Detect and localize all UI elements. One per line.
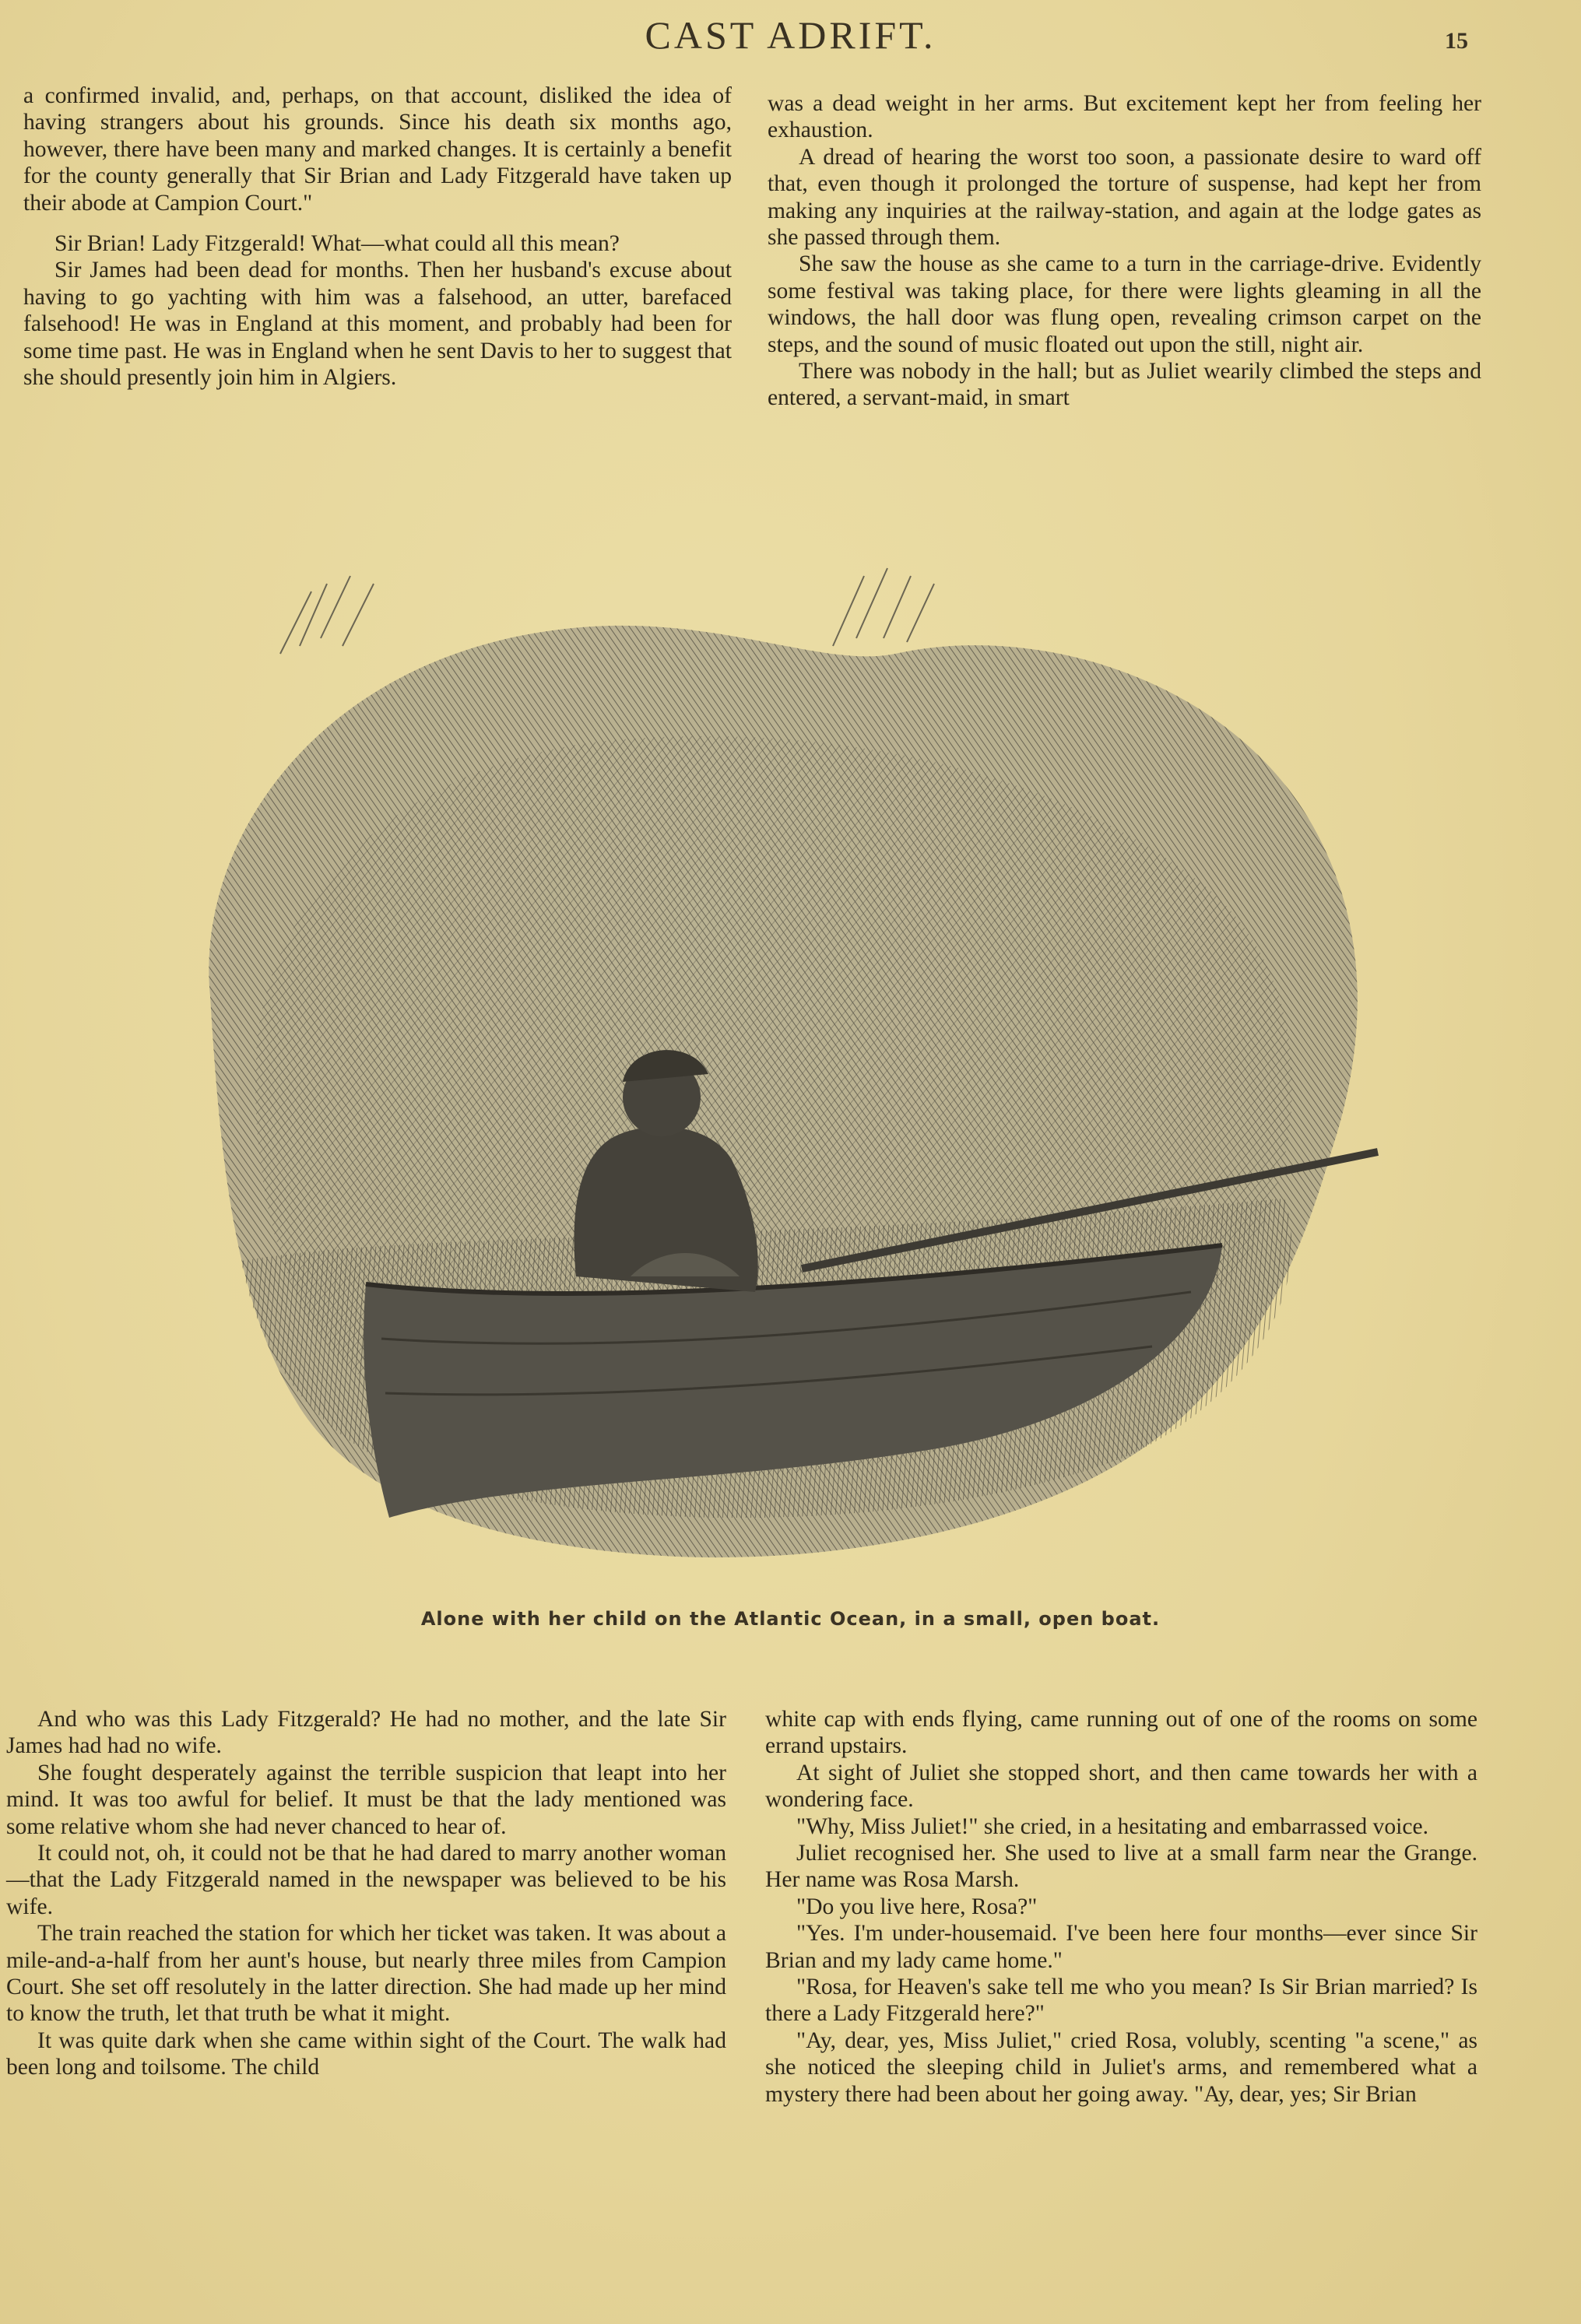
illustration-caption: Alone with her child on the Atlantic Ocean, in a small, open boat. [420,1608,1161,1630]
paragraph: A dread of hearing the worst too soon, a passionate desire to ward off that, even though it prolonged the torture of suspense, had kept her from making any inquiries at the railway-station, and again at the lodge gates as she passed through them. [768,144,1481,251]
boat-engraving-drawing [117,560,1409,1596]
paragraph: "Rosa, for Heaven's sake tell me who you mean? Is Sir Brian married? Is there a Lady Fitzgerald here?" [765,1975,1477,2027]
paragraph: Sir Brian! Lady Fitzgerald! What—what could all this mean? [54,231,620,257]
bottom-right-column [765,1706,1477,2108]
paragraph: There was nobody in the hall; but as Juliet wearily climbed the steps and entered, a servant-maid, in smart [768,359,1481,411]
paragraph: The train reached the station for which her ticket was taken. It was about a mile-and-a-half from her aunt's house, but nearly three miles from Campion Court. She set off resolutely in the latter direction. She had made up her mind to know the truth, let that truth be what it might. [6,1921,726,2027]
running-title: CAST ADRIFT. [645,13,936,57]
paragraph: Sir James had been dead for months. Then her husband's excuse about having to go yachting with him was a falsehood, an utter, barefaced falsehood! He was in England at this moment, and probably had been for some time past. He was in England when he sent Davis to her to suggest that she should presently join him in Algiers. [23,258,732,391]
paragraph: She saw the house as she came to a turn in the carriage-drive. Evidently some festival was taking place, for there were lights gleaming in all the windows, the hall door was flung open, revealing crimson carpet on the steps, and the sound of music floated out upon the still, night air. [768,251,1481,357]
top-left-column [23,82,732,391]
paragraph: "Yes. I'm under-housemaid. I've been here four months—ever since Sir Brian and my lady came home." [765,1921,1477,1973]
paragraph: a confirmed invalid, and, perhaps, on that account, disliked the idea of having strangers about his grounds. Since his death six months ago, however, there have been many and marked changes. It is certainly a benefit for the county generally that Sir Brian and Lady Fitzgerald have taken up their abode at Campion Court." [23,83,732,216]
paragraph: "Do you live here, Rosa?" [796,1894,1038,1919]
paragraph: was a dead weight in her arms. But excitement kept her from feeling her exhaustion. [768,91,1481,143]
paragraph: "Ay, dear, yes, Miss Juliet," cried Rosa, volubly, scenting "a scene," as she noticed the sleeping child in Juliet's arms, and remembered what a mystery there had been about her going away. "Ay, dear, yes; Sir Brian [765,2027,1477,2107]
paragraph: It was quite dark when she came within sight of the Court. The walk had been long and toilsome. The child [6,2027,726,2080]
paragraph: Juliet recognised her. She used to live at a small farm near the Grange. Her name was Rosa Marsh. [765,1841,1477,1893]
boat-engraving [117,560,1409,1596]
paragraph: And who was this Lady Fitzgerald? He had no mother, and the late Sir James had had no wife. [6,1707,726,1759]
bottom-left-column [6,1706,726,2081]
paragraph: It could not, oh, it could not be that he had dared to marry another woman—that the Lady Fitzgerald named in the newspaper was believed to be his wife. [6,1841,726,1919]
paragraph: She fought desperately against the terrible suspicion that leapt into her mind. It was too awful for belief. It must be that the lady mentioned was some relative whom she had never chanced to hear of. [6,1760,726,1839]
page-number: 15 [1445,28,1468,54]
page-header [0,11,1581,58]
paragraph: At sight of Juliet she stopped short, and then came towards her with a wondering face. [765,1760,1477,1813]
paragraph: "Why, Miss Juliet!" she cried, in a hesitating and embarrassed voice. [796,1813,1429,1839]
paragraph: white cap with ends flying, came running out of one of the rooms on some errand upstairs. [765,1707,1477,1759]
top-right-column [768,90,1481,412]
